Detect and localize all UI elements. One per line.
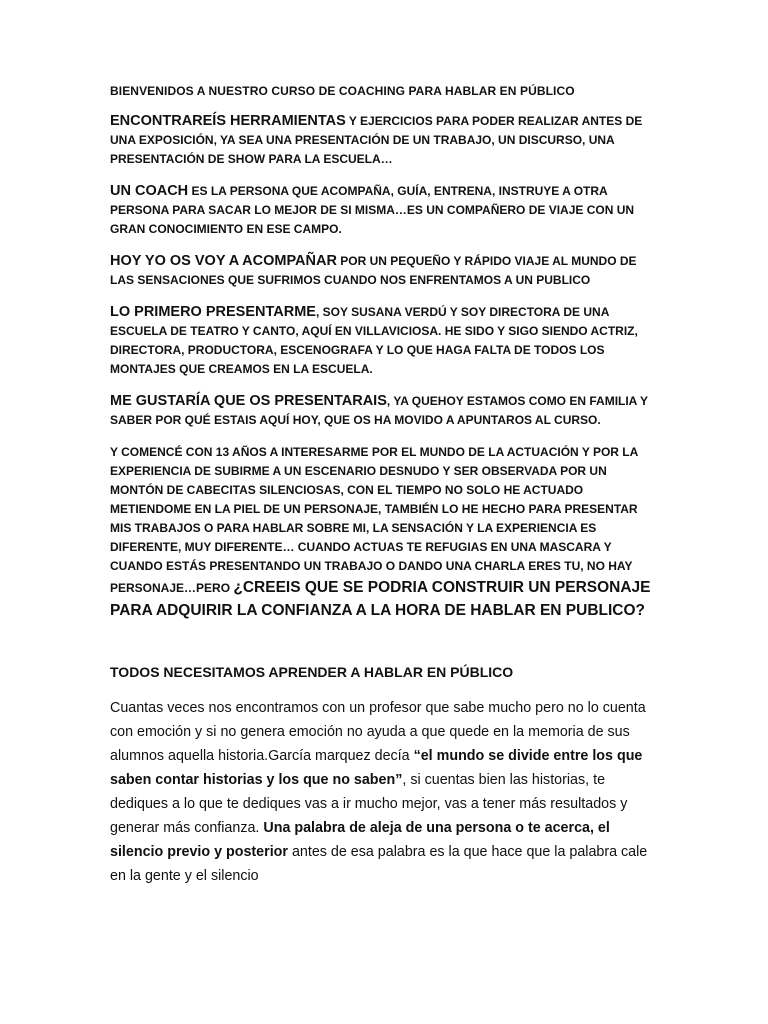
text-presentarme: , SOY SUSANA VERDÚ Y SOY DIRECTORA DE UNA ESCUELA DE TEATRO Y CANTO, AQUÍ EN VILLAVICIOSA. HE SIDO Y SIGO SIENDO ACTRIZ, DIRECTORA, PRODUCTORA, ESCENOGRAFA Y LO QUE HAGA FALTA DE TODOS LOS MONTAJES QUE CREAMOS EN LA ESCUELA. [110, 305, 638, 376]
question-personaje: ¿CREEIS QUE SE PODRIA CONSTRUIR UN PERSONAJE PARA ADQUIRIR LA CONFIANZA A LA HORA DE HABLAR EN PUBLICO? [110, 579, 651, 619]
paragraph-coach [110, 182, 658, 239]
text-herramientas: Y EJERCICIOS PARA PODER REALIZAR ANTES DE UNA EXPOSICIÓN, YA SEA UNA PRESENTACIÓN DE UN TRABAJO, UN DISCURSO, UNA PRESENTACIÓN DE SHOW PARA LA ESCUELA… [110, 114, 643, 166]
text-acompanar: POR UN PEQUEÑO Y RÁPIDO VIAJE AL MUNDO DE LAS SENSACIONES QUE SUFRIMOS CUANDO NOS ENFRENTAMOS A UN PUBLICO [110, 254, 637, 287]
body-paragraph [110, 696, 658, 888]
lead-herramientas: ENCONTRAREÍS HERRAMIENTAS [110, 113, 346, 129]
document-content [110, 82, 658, 888]
document-title: BIENVENIDOS A NUESTRO CURSO DE COACHING PARA HABLAR EN PÚBLICO [110, 84, 575, 98]
text-presentarais: , YA QUEHOY ESTAMOS COMO EN FAMILIA Y SABER POR QUÉ ESTAIS AQUÍ HOY, QUE OS HA MOVIDO A APUNTAROS AL CURSO. [110, 394, 648, 427]
body-text-2: , si cuentas bien las historias, te dediques a lo que te dediques vas a ir mucho mejor, vas a tener más resultados y generar más confianza. [110, 772, 628, 836]
lead-presentarais: ME GUSTARÍA QUE OS PRESENTARAIS [110, 393, 387, 409]
text-comence: Y COMENCÉ CON 13 AÑOS A INTERESARME POR EL MUNDO DE LA ACTUACIÓN Y POR LA EXPERIENCIA DE SUBIRME A UN ESCENARIO DESNUDO Y SER OBSERVADA POR UN MONTÓN DE CABECITAS SILENCIOSAS, CON EL TIEMPO NO SOLO HE ACTUADO METIENDOME EN LA PIEL DE UN PERSONAJE, TAMBIÉN LO HE HECHO PARA PRESENTAR MIS TRABAJOS O PARA HABLAR SOBRE MI, LA SENSACIÓN Y LA EXPERIENCIA ES DIFERENTE, MUY DIFERENTE… CUANDO ACTUAS TE REFUGIAS EN UNA MASCARA Y CUANDO ESTÁS PRESENTANDO UN TRABAJO O DANDO UNA CHARLA ERES TU, NO HAY PERSONAJE…PERO [110, 445, 638, 595]
lead-acompanar: HOY YO OS VOY A ACOMPAÑAR [110, 253, 337, 269]
body-text-3: antes de esa palabra es la que hace que la palabra cale en la gente y el silencio [110, 844, 648, 884]
lead-presentarme: LO PRIMERO PRESENTARME [110, 304, 316, 320]
body-text-1: Cuantas veces nos encontramos con un profesor que sabe mucho pero no lo cuenta con emoción y si no genera emoción no ayuda a que quede en la memoria de sus alumnos aquella historia.García marquez decía [110, 700, 646, 764]
paragraph-presentarais [110, 392, 658, 430]
paragraph-herramientas [110, 112, 658, 169]
paragraph-presentarme [110, 303, 658, 379]
paragraph-comence [110, 443, 658, 622]
text-coach: ES LA PERSONA QUE ACOMPAÑA, GUÍA, ENTRENA, INSTRUYE A OTRA PERSONA PARA SACAR LO MEJOR DE SI MISMA…ES UN COMPAÑERO DE VIAJE CON UN GRAN CONOCIMIENTO EN ESE CAMPO. [110, 184, 635, 236]
body-emphasis-palabra: Una palabra de aleja de una persona o te acerca, el silencio previo y posterior [110, 820, 610, 860]
lead-coach: UN COACH [110, 183, 189, 199]
paragraph-acompanar [110, 252, 658, 290]
section-heading: TODOS NECESITAMOS APRENDER A HABLAR EN PÚBLICO [110, 664, 514, 680]
quote-garcia-marquez: “el mundo se divide entre los que saben contar historias y los que no saben” [110, 748, 643, 788]
